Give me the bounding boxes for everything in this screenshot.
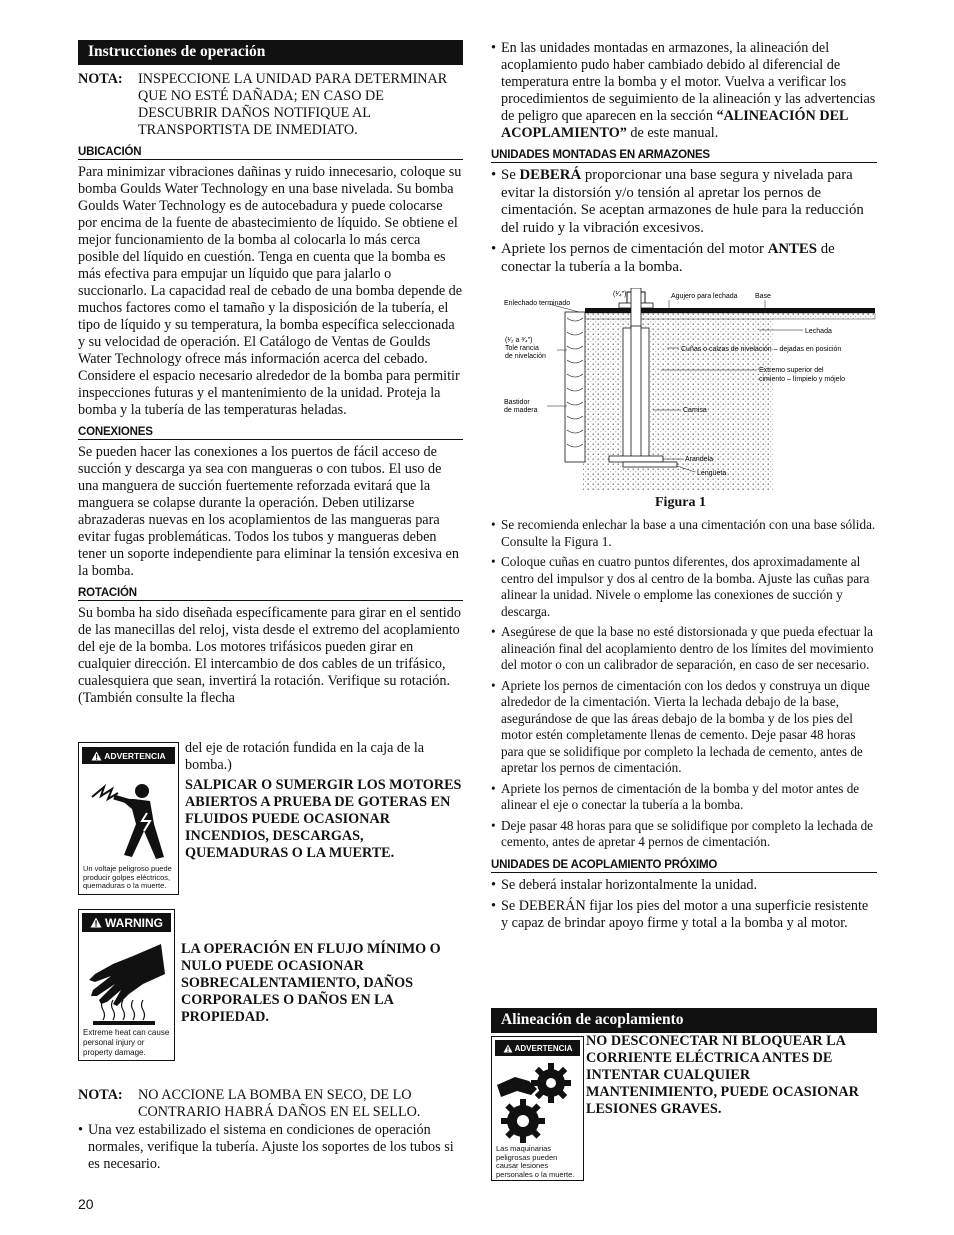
- list-item: • Apriete los pernos de cimentación con los dedos y construya un dique alrededor de la cimentación. Vierta la lechada debajo de la base, asegurándose de que las áreas debajo de la bomba y de los pies del motor estén completamente llenas de cemento. Deje pasar 48 horas para que se solidifique por completo la lechada de cemento, antes de apretar los pernos de cimentación.: [491, 677, 870, 775]
- warning-header: WARNING: [82, 913, 171, 932]
- list-item: • Se DEBERÁ proporcionar una base segura y nivelada para evitar la distorsión y/o tensión al apretar los pernos de cimentación. Se aceptan armazones de hule para la reducción del ruido y la vibración excesivos.: [491, 167, 864, 236]
- nota-text: INSPECCIONE LA UNIDAD PARA DETERMINAR QUE NO ESTÉ DAÑADA; EN CASO DE DESCUBRIR DAÑOS NOTIFIQUE AL TRANSPORTISTA DE INMEDIATO.: [138, 71, 448, 138]
- electric-shock-icon: [84, 769, 172, 864]
- list-item: • Asegúrese de que la base no esté distorsionada y que pueda efectuar la alineación final del acoplamiento dentro de los límites del movimiento del motor o con un calibrador de separación, en caso de ser necesario.: [491, 624, 874, 672]
- list-item: • En las unidades montadas en armazones, la alineación del acoplamiento pudo haber cambiado debido al diferencial de temperatura entre la bomba y el motor. Vuelva a verificar los procedimientos de seguimiento de la alineación y las advertencias de peligro que aparecen en la sección “ALINEACIÓN DEL ACOPLAMIENTO” de este manual.: [491, 40, 876, 141]
- page-number: 20: [78, 1196, 94, 1212]
- warning-caption: Extreme heat can cause personal injury or property damage.: [83, 1028, 170, 1057]
- warning-caption: Un voltaje peligroso puede producir golpes eléctricos, quemaduras o la muerte.: [83, 864, 172, 890]
- warning-caption: Las maquinarias peligrosas pueden causar lesiones personales o la muerte.: [496, 1144, 575, 1179]
- warning-header: ADVERTENCIA: [495, 1040, 580, 1056]
- warning-triangle-icon: [90, 917, 102, 928]
- gear-hazard-icon: [495, 1059, 579, 1145]
- figure-bullet-list: [491, 517, 877, 851]
- lug: [623, 462, 677, 467]
- nota-label: NOTA:: [78, 71, 123, 87]
- figure-label: de nivelación: [505, 353, 546, 360]
- figure-label: Lengüeta: [697, 470, 727, 477]
- nota-inspeccion: [78, 71, 463, 139]
- figure-caption: Figura 1: [655, 495, 706, 510]
- warning-triangle-icon: [503, 1044, 513, 1053]
- washer: [609, 456, 663, 462]
- figure-label: (¹⁄₂ a ³⁄₄"): [505, 337, 533, 344]
- list-item: • Se recomienda enlechar la base a una cimentación con una base sólida. Consulte la Figura 1.: [491, 517, 876, 549]
- foundation-figure: [497, 288, 877, 490]
- list-item: • Apriete los pernos de cimentación del motor ANTES de conectar la tubería a la bomba.: [491, 241, 835, 275]
- right-lower-block: [491, 517, 877, 932]
- figure-label: (¹⁄₄"): [613, 291, 627, 298]
- rotacion-paragraph-cont: del eje de rotación fundida en la caja de la bomba.): [185, 740, 425, 773]
- figure-label: de madera: [504, 407, 538, 414]
- figure-label: Bastidor: [504, 399, 530, 406]
- right-column: [491, 40, 877, 276]
- foundation-concrete: [583, 318, 773, 490]
- figure-label: Cuñas o calzas de nivelación – dejadas en posición: [681, 346, 842, 353]
- warning-header: ADVERTENCIA: [82, 747, 175, 764]
- warning-machinery-box: [491, 1036, 584, 1181]
- heading-rotacion: ROTACIÓN: [78, 587, 463, 601]
- list-item: • Coloque cuñas en cuatro puntos diferentes, dos aproximadamente al centro del impulsor y dos al centro de la bomba. Ajuste las cuñas para alinear la unidad. Nivele o emplome las conexiones de succión y descarga.: [491, 554, 870, 619]
- warning-electrical-text: SALPICAR O SUMERGIR LOS MOTORES ABIERTOS A PRUEBA DE GOTERAS EN FLUIDOS PUEDE OCASIONAR INCENDIOS, DESCARGAS, QUEMADURAS O LA MUERTE.: [185, 777, 462, 861]
- figure-label: Base: [755, 293, 771, 300]
- figure-label: Agujero para lechada: [671, 293, 738, 300]
- list-item: • Apriete los pernos de cimentación de la bomba y del motor antes de alinear el eje o conectar la tubería a la bomba.: [491, 780, 860, 812]
- figure-label: Camisa: [683, 407, 707, 414]
- list-item: • Una vez estabilizado el sistema en condiciones de operación normales, verifique la tubería. Ajuste los soportes de los tubos si es necesario.: [78, 1122, 454, 1172]
- warning-machinery-text: NO DESCONECTAR NI BLOQUEAR LA CORRIENTE ELÉCTRICA ANTES DE INTENTAR CUALQUIER MANTENIMIENTO, PUEDE OCASIONAR LESIONES GRAVES.: [586, 1033, 859, 1117]
- warning-electrical-box: [78, 742, 179, 895]
- section-title-operacion: Instrucciones de operación: [78, 40, 463, 65]
- list-item: • Se DEBERÁN fijar los pies del motor a una superficie resistente y capaz de brindar apoyo firme y total a la bomba y al motor.: [491, 897, 869, 931]
- warning-heat-text: LA OPERACIÓN EN FLUJO MÍNIMO O NULO PUEDE OCASIONAR SOBRECALENTAMIENTO, DAÑOS CORPORALES O DAÑOS EN LA PROPIEDAD.: [181, 941, 441, 1025]
- rotacion-paragraph: Su bomba ha sido diseñada específicamente para girar en el sentido de las manecillas del reloj, vista desde el extremo del acoplamiento del eje de la bomba. Los motores trifásicos pueden girar en cualquier dirección. El intercambio de dos cables de un trifásico, cualesquiera que sean, invertirá la rotación. Verifique su rotación. (También consulte la flecha: [78, 605, 461, 706]
- heading-ubicacion: UBICACIÓN: [78, 146, 463, 160]
- warning-triangle-icon: [91, 751, 102, 761]
- heading-conexiones: CONEXIONES: [78, 426, 463, 440]
- left-column: [78, 40, 463, 707]
- base-plate: [585, 308, 875, 313]
- list-item: • Deje pasar 48 horas para que se solidifique por completo la lechada de cemento, antes de apretar 4 pernos de cimentación.: [491, 817, 874, 849]
- figure-label: Arandela: [685, 456, 714, 463]
- figure-label: Enlechado terminado: [504, 300, 571, 307]
- heading-proximo: UNIDADES DE ACOPLAMIENTO PRÓXIMO: [491, 859, 877, 873]
- figure-label: cimiento – límpielo y mójelo: [759, 376, 845, 383]
- heading-armazones: UNIDADES MONTADAS EN ARMAZONES: [491, 149, 877, 163]
- nota-seco: NOTA: NO ACCIONE LA BOMBA EN SECO, DE LO CONTRARIO HABRÁ DAÑOS EN EL SELLO.: [78, 1087, 421, 1120]
- ubicacion-paragraph: Para minimizar vibraciones dañinas y ruido innecesario, coloque su bomba Goulds Water Technology en una base nivelada. Su bomba Goulds Water Technology es de autocebadura y puede colocarse por encima de la fuente de abastecimiento de líquido. Se obtiene el mejor funcionamiento de la bomba al colocarla lo más cerca posible del líquido en cuestión. Tenga en cuenta que la bomba es más efectiva para empujar un líquido que para jalarlo o succionarlo. La capacidad real de cebado de una bomba depende de muchos factores como el tamaño y la disposición de la tubería, el tipo de líquido y su temperatura, la bomba específica seleccionada y su velocidad de operación. El Catálogo de Ventas de Goulds Water Technology ofrece más información acerca del cebado. Considere el espacio necesario alrededor de la bomba para permitir inspecciones futuras y el mantenimiento de la unidad. Proteja la bomba y la tubería de las temperaturas heladas.: [78, 164, 463, 418]
- figure-label: Lechada: [805, 328, 832, 335]
- wood-frame: [565, 312, 585, 462]
- left-bottom-block: [78, 1087, 463, 1173]
- warning-heat-box: [78, 909, 175, 1061]
- figure-label: Extremo superior del: [759, 367, 824, 374]
- list-item: • Se deberá instalar horizontalmente la unidad.: [491, 876, 758, 893]
- section-title-alineacion: Alineación de acoplamiento: [491, 1008, 877, 1033]
- figure-label: Tole rancia: [505, 345, 539, 352]
- hot-surface-icon: [83, 934, 169, 1026]
- conexiones-paragraph: Se pueden hacer las conexiones a los puertos de fácil acceso de succión y descarga ya sea con mangueras o con tubos. El uso de una manguera de succión fuertemente reforzada evitará que la manguera se colapse durante la operación. Deben utilizarse abrazaderas nuevas en los acoplamientos de las mangueras para evitar fugas problemáticas. Todos los tubos y mangueras deben tener un soporte independiente para eliminar la tensión excesiva en la bomba.: [78, 444, 459, 579]
